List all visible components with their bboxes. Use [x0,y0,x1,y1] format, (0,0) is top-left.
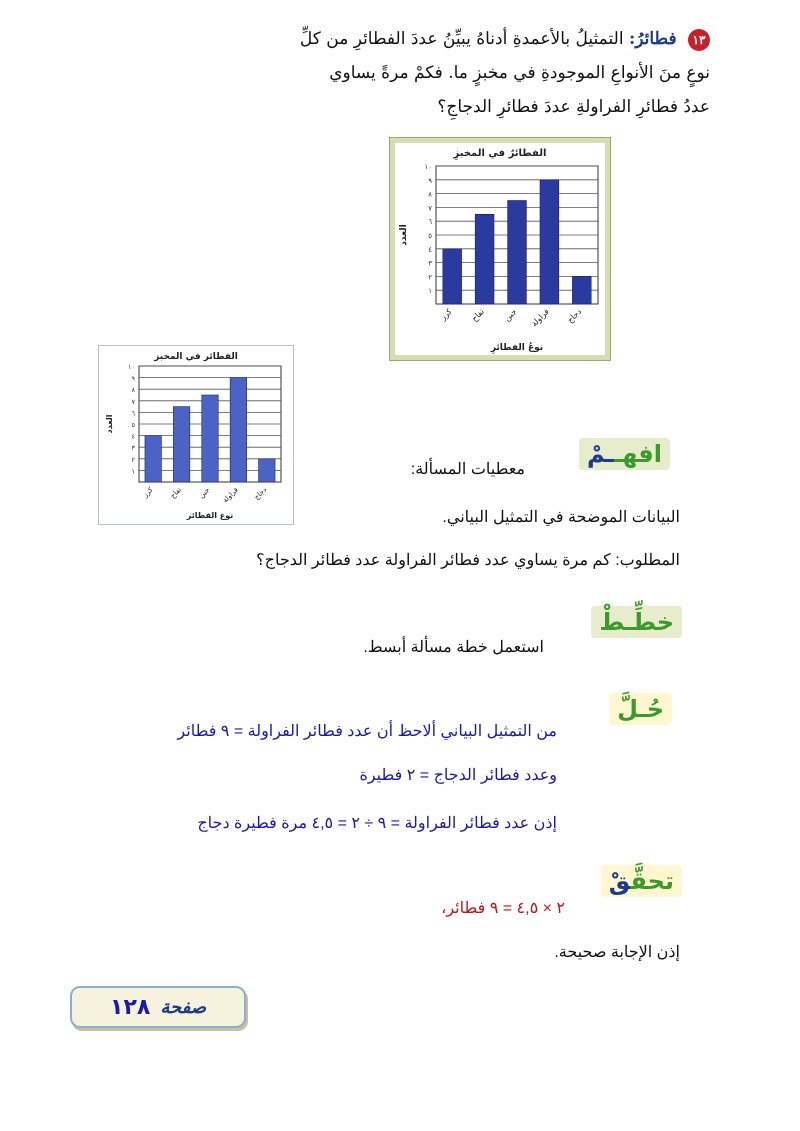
bar [540,180,559,304]
section-plan-heading [591,606,682,638]
page-label: صفحة [160,996,206,1018]
problem-line-2: نوعٍ منَ الأنواعِ الموجودةِ في مخبزٍ ما. فكمْ مرةً يساوي [329,63,710,83]
y-tick-label: ٥ [131,421,135,429]
section-understand-label-end: ـمْ [586,440,614,468]
y-tick-label: ٦ [428,218,432,227]
solution-line-1: من التمثيل البياني ألاحظ أن عدد فطائر الفراولة = ٩ فطائر [177,723,557,740]
y-axis-label: العدد [399,224,409,246]
y-tick-label: ٩ [428,176,432,185]
y-tick-label: ٤ [131,432,135,441]
y-tick-label: ٧ [428,204,432,213]
problem-line-3: عددُ فطائرِ الفراولةِ عددَ فطائرِ الدجاجِ؟ [437,97,710,117]
y-tick-label: ٨ [428,190,432,199]
plan-text: استعمل خطة مسألة أبسط. [363,639,544,656]
y-tick-label: ٩ [131,374,135,383]
y-tick-label: ٥ [428,232,432,240]
solution-line-2: وعدد فطائر الدجاج = ٢ فطيرة [359,767,557,784]
x-tick-label: جبن [502,307,519,323]
section-understand-label: افهـ [614,440,662,468]
y-tick-label: ٧ [131,397,135,406]
bar [230,378,246,482]
chart-title: الفطائرُ في المخبزِ [453,148,547,159]
check-equation: ٢ × ٤,٥ = ٩ فطائر، [441,900,565,917]
x-tick-label: تفاح [469,307,487,324]
required-text: المطلوب: كم مرة يساوي عدد فطائر الفراولة عدد فطائر الدجاج؟ [256,552,680,569]
section-check-label: تحقَّ [630,867,674,895]
x-axis-label: نوع الفطائر [186,511,234,520]
pastries-bar-chart-textbook [389,137,611,361]
x-tick-label: كرز [141,485,155,499]
problem-line-1 [190,22,710,56]
chart-title: الفطائر في المخبز [154,352,238,362]
x-tick-label: كرز [438,307,454,322]
bar-chart-svg [99,346,293,524]
x-tick-label: دجاج [252,485,269,502]
problem-text: التمثيلُ بالأعمدةِ أدناهُ يبيِّنُ عددَ الفطائرِ من كلِّ [299,29,624,49]
y-tick-label: ٢ [428,273,432,282]
bar [572,276,591,304]
section-check-heading [601,865,682,897]
x-tick-label: فراولة [529,307,551,329]
y-tick-label: ١٠ [128,363,135,371]
x-tick-label: دجاج [565,307,584,325]
problem-number: ١٣ [688,29,710,51]
bar [259,459,275,482]
section-plan-label: خطِّـطْ [599,608,674,636]
x-tick-label: جبن [197,485,212,500]
givens-text: البيانات الموضحة في التمثيل البياني. [442,509,680,526]
y-tick-label: ٦ [131,409,135,418]
y-tick-label: ٨ [131,386,135,395]
problem-statement [190,22,710,124]
x-axis-label: نوعُ الفطائرِ [490,343,544,353]
page-number: ١٢٨ [110,994,151,1020]
page-number-box [70,986,246,1028]
bar [173,407,189,482]
section-solve-heading [609,693,672,725]
bar [145,436,161,482]
y-tick-label: ١ [428,287,432,296]
bar [475,214,494,304]
section-check-label-end: قْ [608,867,631,895]
problem-keyword: فطائرُ: [628,29,677,49]
givens-label: معطيات المسألة: [410,461,525,478]
y-tick-label: ١٠ [424,163,432,171]
y-tick-label: ٣ [131,444,135,453]
section-solve-label: حُـلَّ [617,695,664,723]
y-tick-label: ٤ [428,245,432,254]
y-tick-label: ٢ [131,455,135,464]
y-tick-label: ١ [131,467,135,476]
bar-chart-svg [390,138,610,360]
y-axis-label: العدد [105,414,114,434]
bar [508,201,527,305]
section-understand-heading [579,438,670,470]
y-tick-label: ٣ [428,259,432,268]
x-tick-label: تفاح [168,485,184,500]
bar [202,395,218,482]
solution-line-3: إذن عدد فطائر الفراولة = ٩ ÷ ٢ = ٤,٥ مرة فطيرة دجاج [197,815,557,832]
bar [443,249,462,304]
x-tick-label: فراولة [221,485,240,505]
pastries-bar-chart-copy [98,345,294,525]
check-conclusion: إذن الإجابة صحيحة. [554,944,680,961]
